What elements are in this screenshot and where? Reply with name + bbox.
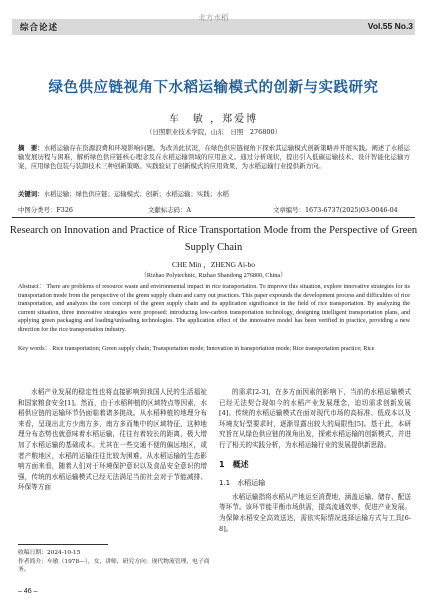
keywords-label: 关键词： [18,190,44,198]
document-code: 文献标志码：A [148,206,191,214]
keywords-en-text: Rice transportation; Green supply chain; Transportation mode; Innovation in transportation mode; Rice transportation practice; Rice [52,346,375,352]
classification-row [18,205,410,215]
title-english: Research on Innovation and Practice of Rice Transportation Mode from the Perspective of Green Supply Chain [9,225,418,253]
divider [12,217,415,218]
abstract-en-label: Abstract： [18,284,45,290]
received-date: 收稿日期：2024-10-15 [18,550,81,556]
keywords-english [18,345,410,354]
affiliation-chinese: （日照职业技术学院，山东 日照 276800） [145,128,282,136]
journal-name: 北方水稻 [198,13,229,22]
footnote-divider [18,544,108,545]
affiliation-english: （Rizhao Polytechnic, Rizhao Shandong 276800, China） [140,272,287,279]
page-number: – 46 – [18,588,38,595]
abstract-chinese [18,144,410,171]
body-paragraph: 的需求[2-3]，在多方面因素的影响下，当前的水稻运输模式已经无法契合现如今的水稻产业发展理念，迫切需求创新发展[4]。传统的水稻运输模式在面对现代市场的高标准、低成本以及环境友好型要求时，逐渐显露出较大的局限性[5]。基于此，本研究旨在从绿色供应链的视角出发，探索水稻运输的创新模式，并进行了相关的实践分析，为水稻运输行业的发展提供新思路。 [219,388,411,449]
body-left-column [18,387,207,493]
volume-issue: Vol.55 No.3 [367,21,413,31]
body-paragraph: 水稻运输指将水稻从产地运至消费地，涵盖运输、储存、配送等环节。该环节能平衡市场供需，提高流通效率，促进产业发展。为保障水稻安全高效送达，需依实际情况选择运输方式与工具[6-8]。 [219,492,411,533]
authors-chinese: 车 敏 ，郑爱博 [168,114,259,125]
article-number: 文章编号：1673-6737(2025)03-0046-04 [273,206,398,214]
authors-english: CHE Min ，ZHENG Ai-bo [171,260,256,269]
section-tag: 综合论述 [20,22,59,32]
body-right-column [219,387,411,534]
clc-number: 中图分类号：F326 [18,206,73,214]
abstract-en-text: There are problems of resource waste and environmental impact in rice transportation. To improve this situation, explore innovative strategies for its transportation mode from the perspective of the green supply chain and carry out practices. This paper expounds the development process and difficulties of rice transportation, and analyzes the core concept of the green supply chain and its application significance in the field of rice transportation. By analyzing the current situation, three innovative strategies were proposed: introducing low-carbon transportation technology, designing intelligent transportation plans, and applying green packaging and loading/unloading technologies. The application effect of the innovative model has been verified in practice, providing a new direction for the rice transportation industry. [18,284,410,333]
abstract-english [18,283,410,335]
title-chinese: 绿色供应链视角下水稻运输模式的创新与实践研究 [48,80,379,96]
keywords-en-label: Key words： [18,346,51,352]
footnote [18,549,210,575]
abstract-label: 摘 要： [18,144,44,152]
keywords-chinese [18,190,410,199]
abstract-text: 水稻运输存在资源浪费和环境影响问题。为改善此状况，在绿色供应链视角下探索其运输模式创新策略并开展实践。阐述了水稻运输发展历程与困难，解析绿色供应链核心理念及在水稻运输领域的应用意义。通过分析现状，提出引入低碳运输技术、设计智能化运输方案、应用绿色包装与装卸技术三种创新策略。实践验证了创新模式的应用效果，为水稻运输行业提供新方向。 [18,144,411,171]
section-heading: 1 概述 [219,459,249,469]
author-bio: 作者简介：车敏（1978—），女，讲师，研究方向：现代物流管理、电子商务。 [18,558,210,574]
keywords-text: 水稻运输；绿色供应链；运输模式；创新；水稻运输；实践；水稻 [43,190,229,198]
body-paragraph: 水稻产业发展的稳定性也将直接影响到我国人民的生活福祉和国家粮食安全[1]。然而，由于水稻种植的区域特点等因素，水稻供应链的运输环节仍面临着诸多挑战。从水稻种植的地理分布来看，呈现出北方少南方多，南方多而集中的区域特征，这种地理分布态势也就意味着水稻运输，往往有着较长的距离，极大增加了水稻运输的基础成本。尤其在一些交通不便的偏远地区，或者产粮地区，水稻的运输往往比较为困难。从水稻运输的生态影响方面来看，随着人们对于环境保护意识以及食品安全意识的增强，传统的水稻运输模式已经无法满足当前社会对于节能减排、环保等方面 [18,388,207,492]
subsection-heading: 1.1 水稻运输 [219,479,266,488]
